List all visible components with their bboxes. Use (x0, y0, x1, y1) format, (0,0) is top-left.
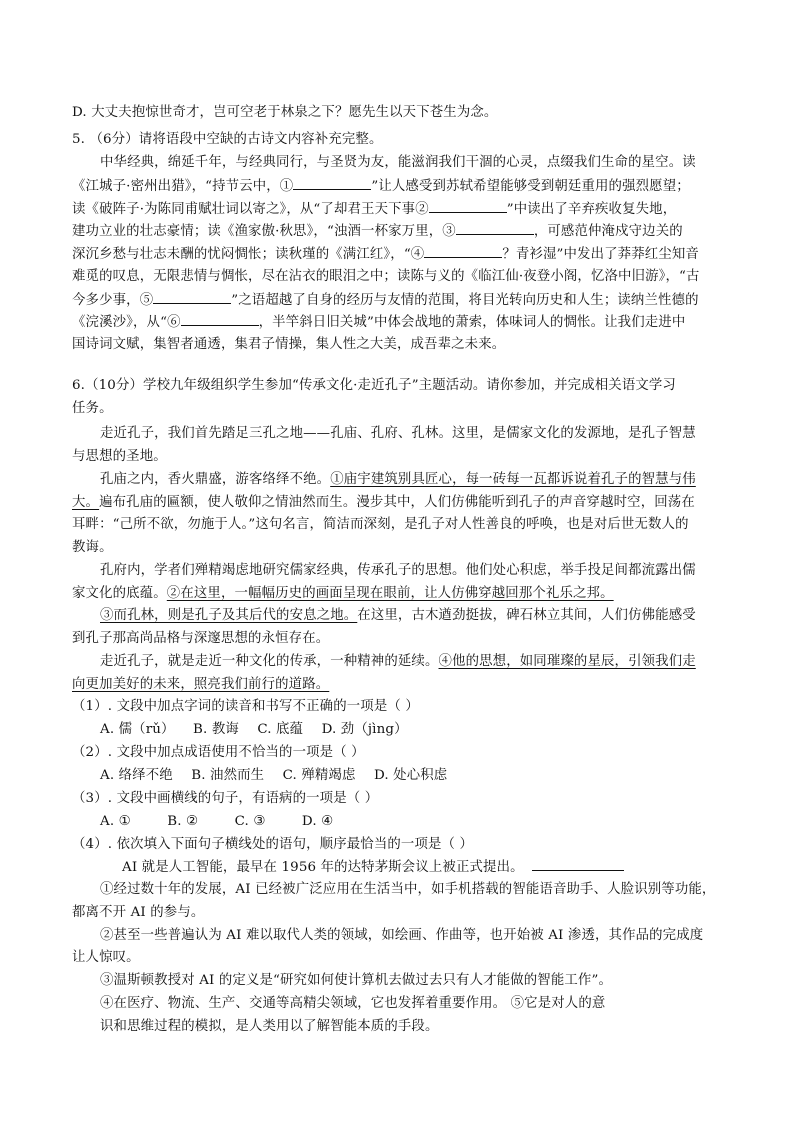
q5-paragraph-line: 难觅的叹息，无限悲情与惆怅，尽在沾衣的眼泪之中；读陈与义的《临江仙·夜登小阁，忆洛中旧游》，“古 (72, 269, 700, 284)
option-a[interactable]: A. ① (100, 814, 131, 829)
blank-6[interactable] (181, 313, 259, 326)
q5-paragraph-line: 《江城子·密州出猎》，“持节云中，① ”让人感受到苏轼希望能够受到朝廷重用的强烈愿望； (72, 179, 690, 194)
underlined-sentence-3: ③而孔林，则是孔子及其后代的安息之地。 (100, 608, 358, 623)
q4-passage-line: ①经过数十年的发展，AI 已经被广泛应用在生活当中，如手机搭载的智能语音助手、人脸识别等功能， (100, 882, 716, 897)
q4-passage-line: 识和思维过程的模拟，是人类用以了解智能本质的手段。 (100, 1019, 439, 1034)
q6-paragraph-line (72, 676, 329, 694)
q6-paragraph-line: 走近孔子，我们首先踏足三孔之地——孔庙、孔府、孔林。这里，是儒家文化的发源地，是孔子智慧 (100, 426, 696, 441)
blank-3[interactable] (456, 222, 534, 235)
q6-paragraph-line: 耳畔：“己所不欲，勿施于人。”这句名言，简洁而深刻，是孔子对人性善良的呼唤，也是对后世无数人的 (72, 517, 689, 532)
question-6-title-cont: 任务。 (72, 401, 113, 416)
blank-4[interactable] (424, 245, 502, 258)
blank-1[interactable] (293, 177, 371, 190)
question-6-title: 6.（10分）学校九年级组织学生参加“传承文化·走近孔子”主题活动。请你参加，并完成相关语文学习 (72, 378, 676, 393)
underlined-sentence-4-cont: 向更加美好的未来，照亮我们前行的道路。 (72, 677, 330, 692)
sub-question-2: （2）. 文段中加点成语使用不恰当的一项是（ ） (72, 745, 365, 760)
q6-paragraph-line: 孔庙之内，香火鼎盛，游客络绎不绝。①庙宇建筑别具匠心，每一砖每一瓦都诉说着孔子的智慧与伟 (100, 472, 696, 487)
q4-passage-line: ④在医疗、物流、生产、交通等高精尖领域，它也发挥着重要作用。 ⑤它是对人的意 (100, 996, 606, 1011)
option-b[interactable]: B. 油然而生 (191, 768, 265, 783)
sub-question-3: （3）. 文段中画横线的句子，有语病的一项是（ ） (72, 791, 379, 806)
sub-question-1-options (100, 721, 408, 739)
q5-paragraph-line: 建功立业的壮志豪情；读《渔家傲·秋思》，“浊酒一杯家万里，③ ，可感范仲淹戍守边关的 (72, 224, 683, 239)
option-c[interactable]: C. 底蕴 (257, 722, 304, 737)
q6-paragraph-line: 大。遍布孔庙的匾额，使人敬仰之情油然而生。漫步其中，人们仿佛能听到孔子的声音穿越时空，回荡在 (72, 495, 695, 510)
q6-paragraph-line: 孔府内，学者们殚精竭虑地研究儒家经典，传承孔子的思想。他们处心积虑，举手投足间都流露出儒 (100, 563, 696, 578)
q6-paragraph-line: 到孔子那高尚品格与深邃思想的永恒存在。 (72, 631, 330, 646)
option-d[interactable]: D. 处心积虑 (373, 768, 448, 783)
q6-paragraph-line: 与思想的圣地。 (72, 449, 167, 464)
option-c[interactable]: C. 殚精竭虑 (282, 768, 356, 783)
blank-2[interactable] (429, 200, 507, 213)
blank-5[interactable] (153, 291, 231, 304)
underlined-sentence-4: ④他的思想，如同璀璨的星辰，引领我们走 (438, 654, 696, 669)
q5-paragraph-line: 中华经典，绵延千年，与经典同行，与圣贤为友，能滋润我们干涸的心灵，点缀我们生命的星空。读 (100, 155, 696, 170)
q6-paragraph-line: 教诲。 (72, 540, 113, 555)
q6-paragraph-line: 走近孔子，就是走近一种文化的传承，一种精神的延续。④他的思想，如同璀璨的星辰，引领我们走 (100, 654, 696, 669)
q4-passage-line: ③温斯顿教授对 AI 的定义是“研究如何使计算机去做过去只有人才能做的智能工作”。 (100, 973, 612, 988)
sub-question-3-options (100, 813, 333, 831)
q5-paragraph-line: 今多少事，⑤ ”之语超越了自身的经历与友情的范围，将目光转向历史和人生；读纳兰性德的 (72, 293, 699, 308)
option-c[interactable]: C. ③ (234, 814, 266, 829)
sub-question-2-options (100, 767, 447, 785)
q4-passage-line: ②甚至一些普遍认为 AI 难以取代人类的领域，如绘画、作曲等，也开始被 AI 渗透，其作品的完成度 (100, 928, 704, 943)
answer-blank[interactable] (532, 858, 624, 871)
option-d-line: D. 大丈夫抱惊世奇才，岂可空老于林泉之下？愿先生以天下苍生为念。 (72, 105, 498, 120)
question-5-title: 5. （6分）请将语段中空缺的古诗文内容补充完整。 (72, 132, 383, 147)
option-b[interactable]: B. 教诲 (193, 722, 239, 737)
underlined-sentence-1: ①庙宇建筑别具匠心，每一砖每一瓦都诉说着孔子的智慧与伟 (330, 472, 696, 487)
underlined-sentence-2: ②在这里，一幅幅历史的画面呈现在眼前，让人仿佛穿越回那个礼乐之邦。 (166, 586, 614, 601)
q5-paragraph-line: 深沉乡愁与壮志未酬的忧闷惆怅；读秋瑾的《满江红》，“④ ？青衫湿”中发出了莽莽红尘知音 (72, 247, 699, 262)
sub-question-4: （4）. 依次填入下面句子横线处的语句，顺序最恰当的一项是（ ） (72, 837, 474, 852)
q4-passage-line: AI 就是人工智能，最早在 1956 年的达特茅斯会议上被正式提出。 (122, 858, 624, 877)
q5-paragraph-line: 国诗词文赋，集智者通透，集君子情操，集人性之大美，成吾辈之未来。 (72, 337, 506, 352)
option-d[interactable]: D. ④ (301, 814, 334, 829)
q5-paragraph-line: 读《破阵子·为陈同甫赋壮词以寄之》，从“了却君王天下事② ”中读出了辛弃疾收复失地， (72, 202, 677, 217)
q6-paragraph-line: 家文化的底蕴。②在这里，一幅幅历史的画面呈现在眼前，让人仿佛穿越回那个礼乐之邦。 (72, 586, 614, 601)
q4-passage-line: 让人惊叹。 (72, 950, 140, 965)
option-a[interactable]: A. 儒（rǔ） (100, 722, 175, 737)
q5-paragraph-line: 《浣溪沙》，从“⑥ ，半竿斜日旧关城”中体会战地的萧索，体味词人的惆怅。让我们走进中 (72, 315, 686, 330)
q4-passage-line: 都离不开 AI 的参与。 (72, 905, 205, 920)
underlined-sentence-1-cont: 大。 (72, 495, 100, 510)
option-b[interactable]: B. ② (167, 814, 199, 829)
sub-question-1: （1）. 文段中加点字词的读音和书写不正确的一项是（ ） (72, 699, 419, 714)
q6-paragraph-line: ③而孔林，则是孔子及其后代的安息之地。在这里，古木遒劲挺拔，碑石林立其间，人们仿佛能感受 (100, 608, 696, 623)
option-d[interactable]: D. 劲（jìng） (321, 722, 408, 737)
option-a[interactable]: A. 络绎不绝 (100, 768, 173, 783)
